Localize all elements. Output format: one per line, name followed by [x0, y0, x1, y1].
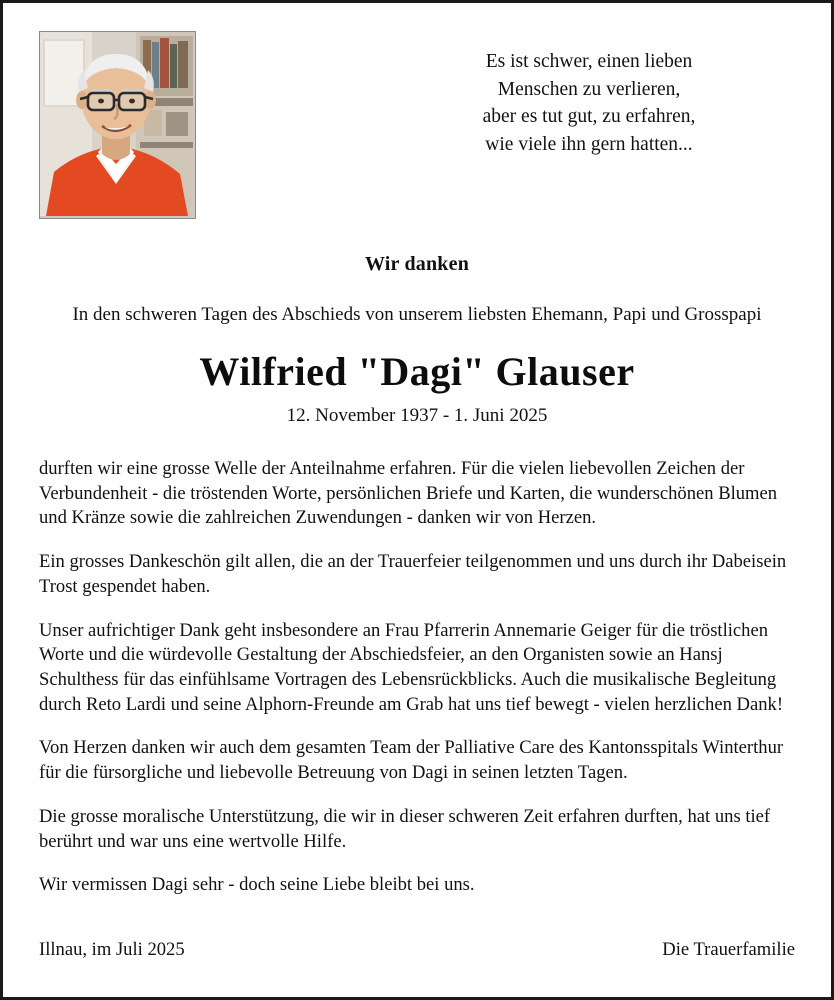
- motto-line-2: Menschen zu verlieren,: [497, 78, 681, 100]
- paragraph-5: Die grosse moralische Unterstützung, die wir in dieser schweren Zeit erfahren durften, hat uns tief berührt und war uns eine wertvolle Hilfe.: [39, 805, 771, 852]
- portrait-illustration: [40, 32, 193, 216]
- footer-place-date: Illnau, im Juli 2025: [39, 939, 185, 960]
- paragraph-2: Ein grosses Dankeschön gilt allen, die an der Trauerfeier teilgenommen und uns durch ihr Dabeisein Trost gespendet haben.: [39, 551, 787, 597]
- life-dates: 12. November 1937 - 1. Juni 2025: [286, 405, 548, 426]
- paragraph-1: durften wir eine grosse Welle der Anteilnahme erfahren. Für die vielen liebevollen Zeichen der Verbundenheit - die tröstenden Worte, persönlichen Briefe und Karten, die wunderschönen Blumen und Kränze sowie die zahlreichen Zuwendungen - danken wir von Herzen.: [39, 458, 778, 529]
- card-inner: [3, 3, 831, 997]
- footer-signature: Die Trauerfamilie: [662, 939, 795, 960]
- intro-line: In den schweren Tagen des Abschieds von unserem liebsten Ehemann, Papi und Grosspapi: [72, 304, 762, 325]
- top-row: [39, 31, 795, 231]
- body-text: [39, 457, 795, 898]
- motto-line-4: wie viele ihn gern hatten...: [485, 134, 693, 156]
- motto-line-3: aber es tut gut, zu erfahren,: [482, 106, 696, 128]
- footer: [39, 939, 795, 961]
- paragraph-6: Wir vermissen Dagi sehr - doch seine Liebe bleibt bei uns.: [39, 874, 475, 896]
- page-title: Wilfried "Dagi" Glauser: [199, 349, 635, 394]
- portrait-photo-of-deceased: [39, 31, 196, 219]
- thanks-heading: Wir danken: [364, 253, 470, 275]
- paragraph-3: Unser aufrichtiger Dank geht insbesondere an Frau Pfarrerin Annemarie Geiger für die tröstlichen Worte und die würdevolle Gestaltung der Abschiedsfeier, an den Organisten sowie an Hansj Schulthess für das einfühlsame Vortragen des Lebensrückblicks. Auch die musikalische Begleitung durch Reto Lardi und seine Alphorn-Freunde am Grab hat uns tief bewegt - vielen herzlichen Dank!: [39, 619, 784, 715]
- motto-line-1: Es ist schwer, einen lieben: [485, 51, 693, 72]
- memorial-motto: [389, 48, 789, 159]
- paragraph-4: Von Herzen danken wir auch dem gesamten Team der Palliative Care des Kantonsspitals Winterthur für die fürsorgliche und liebevolle Betreuung von Dagi in seinen letzten Tagen.: [39, 737, 784, 784]
